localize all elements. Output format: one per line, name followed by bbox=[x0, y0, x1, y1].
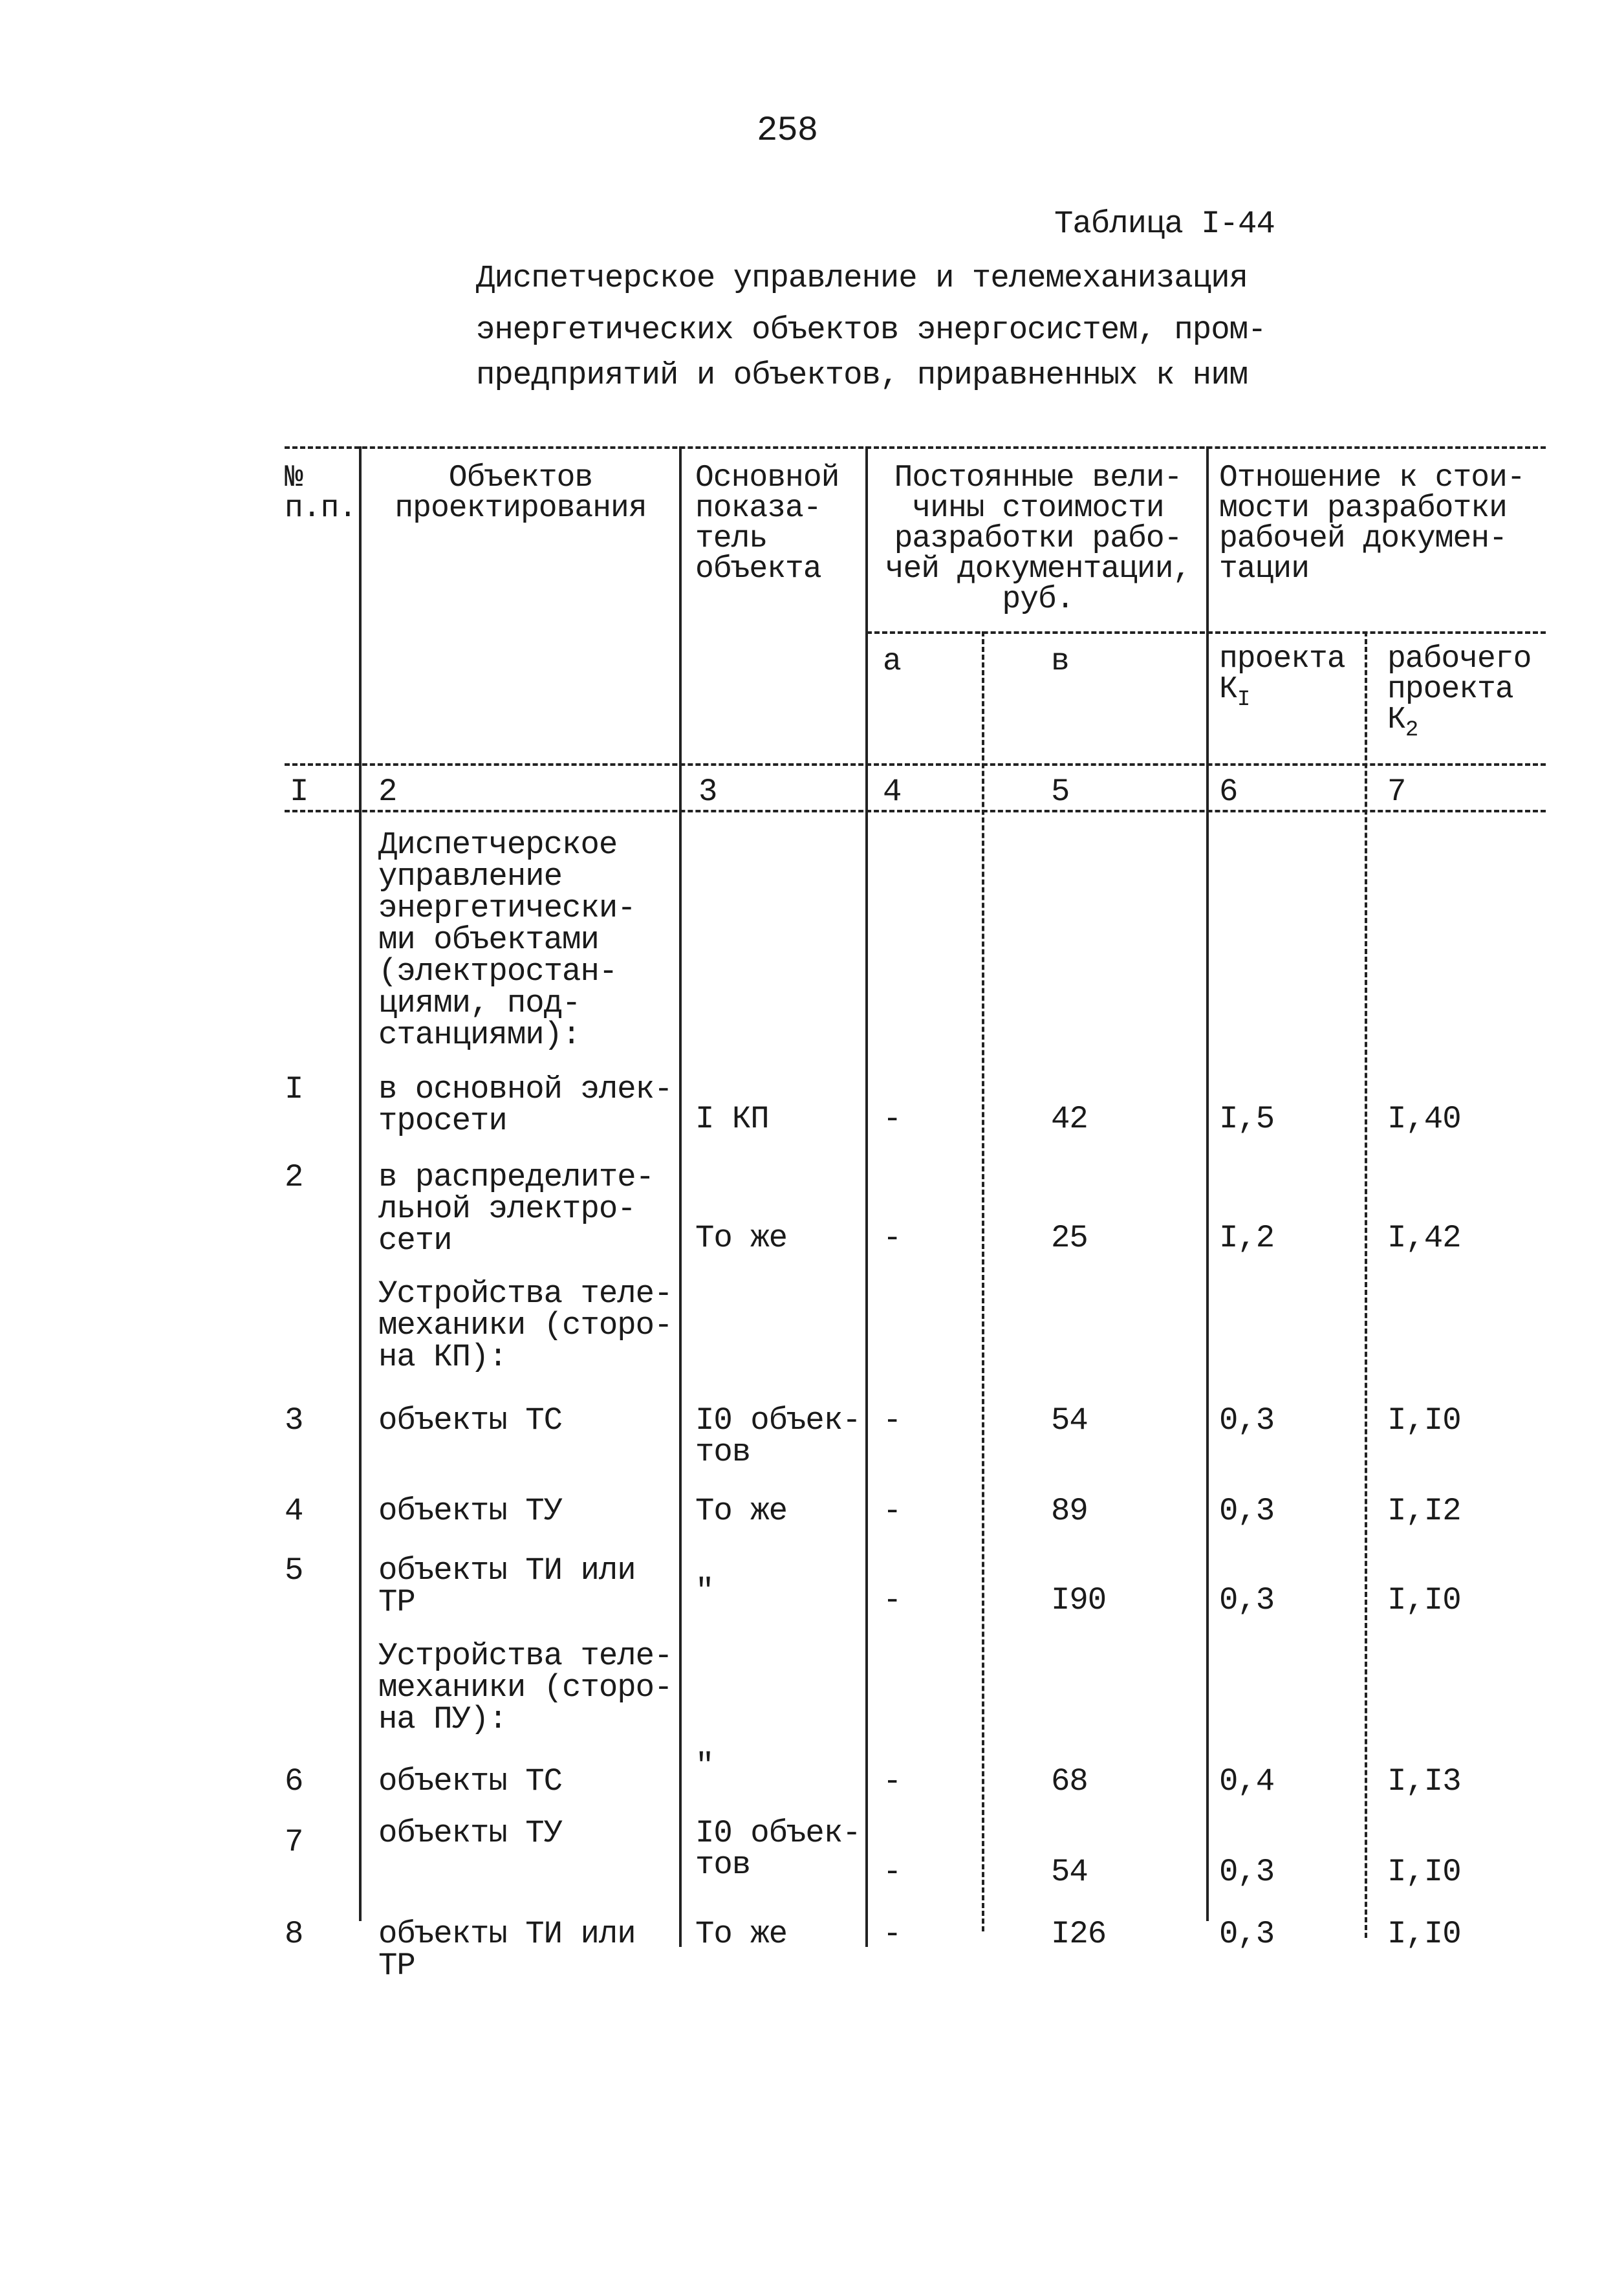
row-object: объекты ТУ bbox=[378, 1493, 563, 1529]
header-k2-subscript: 2 bbox=[1405, 718, 1418, 743]
row-value-b: 25 bbox=[1051, 1220, 1088, 1256]
row-k1: 0,3 bbox=[1219, 1402, 1275, 1439]
row-value-a: - bbox=[883, 1763, 902, 1799]
row-indicator: " bbox=[695, 1573, 714, 1609]
row-k1: 0,3 bbox=[1219, 1493, 1275, 1529]
header-k2-text: рабочего проекта К bbox=[1387, 642, 1532, 737]
row-object: в распределите- льной электро- сети bbox=[378, 1159, 655, 1259]
column-number-6: 6 bbox=[1219, 774, 1238, 810]
row-number: I bbox=[285, 1071, 303, 1107]
table-title-line-3: предприятий и объектов, приравненных к ним bbox=[476, 357, 1248, 393]
row-k1: I,2 bbox=[1219, 1220, 1275, 1256]
row-k2: I,I0 bbox=[1387, 1582, 1461, 1618]
page-number: 258 bbox=[757, 111, 818, 151]
row-number: 7 bbox=[285, 1824, 303, 1860]
row-value-a: - bbox=[883, 1402, 902, 1439]
header-k1-text: проекта К bbox=[1219, 642, 1345, 707]
row-number: 2 bbox=[285, 1159, 303, 1195]
header-b: в bbox=[1051, 644, 1069, 679]
row-value-b: 54 bbox=[1051, 1854, 1088, 1890]
row-indicator: " bbox=[695, 1748, 714, 1784]
column-number-3: 3 bbox=[698, 774, 717, 810]
column-number-2: 2 bbox=[378, 774, 397, 810]
column-numbers-rule bbox=[285, 810, 1546, 812]
row-value-a: - bbox=[883, 1101, 902, 1137]
row-value-b: I90 bbox=[1051, 1582, 1107, 1618]
col-divider-3 bbox=[865, 446, 868, 1947]
row-value-a: - bbox=[883, 1220, 902, 1256]
row-k2: I,I0 bbox=[1387, 1402, 1461, 1439]
section-heading-dispatch: Диспетчерское управление энергетически- ми объектами (электростан- циями, под- станциями): bbox=[378, 827, 636, 1053]
section-heading-telemechanics-kp: Устройства теле- механики (сторо- на КП): bbox=[378, 1276, 673, 1375]
table-label: Таблица I-44 bbox=[1054, 206, 1275, 242]
row-object: объекты ТИ или ТР bbox=[378, 1552, 636, 1620]
row-indicator: I0 объек- тов bbox=[695, 1402, 861, 1470]
row-indicator: То же bbox=[695, 1916, 788, 1952]
row-k1: I,5 bbox=[1219, 1101, 1275, 1137]
section-heading-telemechanics-pu: Устройства теле- механики (сторо- на ПУ): bbox=[378, 1638, 673, 1737]
row-k2: I,40 bbox=[1387, 1101, 1461, 1137]
row-object: объекты ТИ или ТР bbox=[378, 1916, 636, 1984]
col-divider-4 bbox=[982, 631, 984, 1931]
row-object: объекты ТУ bbox=[378, 1815, 563, 1851]
row-number: 5 bbox=[285, 1552, 303, 1589]
row-value-b: 68 bbox=[1051, 1763, 1088, 1799]
row-value-a: - bbox=[883, 1916, 902, 1952]
row-number: 8 bbox=[285, 1916, 303, 1952]
row-value-b: 54 bbox=[1051, 1402, 1088, 1439]
row-k2: I,I0 bbox=[1387, 1854, 1461, 1890]
column-number-1: I bbox=[290, 774, 309, 810]
row-k1: 0,3 bbox=[1219, 1854, 1275, 1890]
col-divider-1 bbox=[359, 446, 362, 1921]
row-number: 3 bbox=[285, 1402, 303, 1439]
row-number: 4 bbox=[285, 1493, 303, 1529]
row-object: в основной элек- тросети bbox=[378, 1071, 673, 1139]
row-indicator: То же bbox=[695, 1220, 788, 1256]
column-number-5: 5 bbox=[1051, 774, 1070, 810]
col-divider-6 bbox=[1365, 631, 1367, 1938]
header-object: Объектов проектирования bbox=[395, 461, 647, 526]
row-k1: 0,3 bbox=[1219, 1916, 1275, 1952]
row-object: объекты ТС bbox=[378, 1763, 563, 1799]
col-divider-2 bbox=[679, 446, 682, 1947]
row-indicator: I0 объек- тов bbox=[695, 1815, 861, 1883]
row-value-a: - bbox=[883, 1493, 902, 1529]
header-k1 bbox=[1219, 644, 1345, 715]
header-indicator: Основной показа- тель объекта bbox=[695, 461, 839, 587]
row-value-a: - bbox=[883, 1854, 902, 1890]
col-divider-5 bbox=[1206, 446, 1209, 1921]
header-constant-values: Постоянные вели- чины стоимости разработки рабо- чей документации, руб. bbox=[885, 461, 1191, 617]
row-value-b: 89 bbox=[1051, 1493, 1088, 1529]
header-cost-ratio: Отношение к стои- мости разработки рабочей докумен- тации bbox=[1219, 461, 1525, 587]
column-number-7: 7 bbox=[1387, 774, 1406, 810]
table-title-line-2: энергетических объектов энергосистем, пром- bbox=[476, 312, 1266, 348]
header-k2 bbox=[1387, 644, 1531, 746]
row-value-b: 42 bbox=[1051, 1101, 1088, 1137]
table-title-line-1: Диспетчерское управление и телемеханизация bbox=[476, 260, 1248, 296]
header-k1-subscript: I bbox=[1237, 688, 1250, 712]
row-k2: I,I3 bbox=[1387, 1763, 1461, 1799]
column-number-4: 4 bbox=[883, 774, 902, 810]
row-indicator: То же bbox=[695, 1493, 788, 1529]
row-k1: 0,4 bbox=[1219, 1763, 1275, 1799]
row-value-a: - bbox=[883, 1582, 902, 1618]
header-bottom-rule bbox=[285, 763, 1546, 766]
row-k2: I,I2 bbox=[1387, 1493, 1461, 1529]
table-top-rule bbox=[285, 446, 1546, 449]
row-number: 6 bbox=[285, 1763, 303, 1799]
row-object: объекты ТС bbox=[378, 1402, 563, 1439]
row-value-b: I26 bbox=[1051, 1916, 1107, 1952]
row-indicator: I КП bbox=[695, 1101, 769, 1137]
header-a: а bbox=[883, 644, 901, 679]
row-k2: I,I0 bbox=[1387, 1916, 1461, 1952]
row-k2: I,42 bbox=[1387, 1220, 1461, 1256]
header-number: № п.п. bbox=[285, 461, 357, 526]
row-k1: 0,3 bbox=[1219, 1582, 1275, 1618]
